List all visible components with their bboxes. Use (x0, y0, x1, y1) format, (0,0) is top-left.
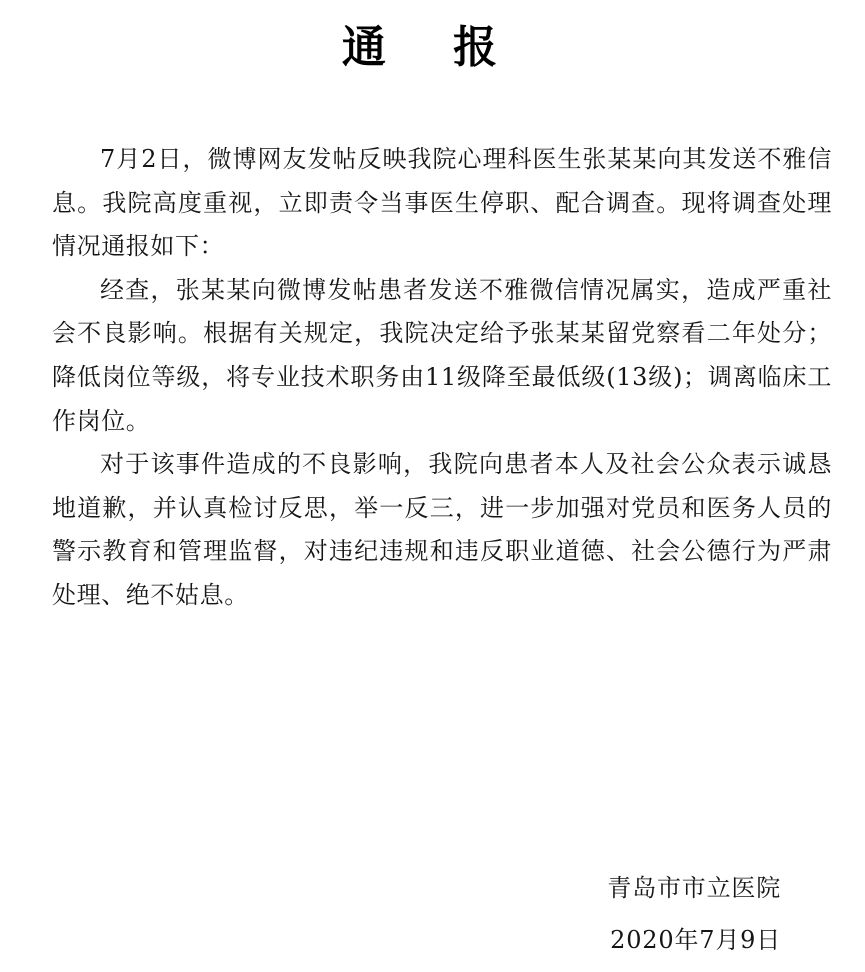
signature-date: 2020年7月9日 (610, 926, 781, 954)
document-body (52, 138, 832, 618)
paragraph-incident: 7月2日，微博网友发帖反映我院心理科医生张某某向其发送不雅信息。我院高度重视，立即责令当事医生停职、配合调查。现将调查处理情况通报如下： (52, 145, 832, 261)
paragraph-findings: 经查，张某某向微博发帖患者发送不雅微信情况属实，造成严重社会不良影响。根据有关规定，我院决定给予张某某留党察看二年处分；降低岗位等级，将专业技术职务由11级降至最低级(13级)；调离临床工作岗位。 (52, 275, 832, 435)
signature-block (607, 862, 781, 966)
paragraph-apology: 对于该事件造成的不良影响，我院向患者本人及社会公众表示诚恳地道歉，并认真检讨反思，举一反三，进一步加强对党员和医务人员的警示教育和管理监督，对违纪违规和违反职业道德、社会公德行为严肃处理、绝不姑息。 (52, 450, 832, 609)
document-title: 通 报 (341, 22, 524, 73)
signature-organization: 青岛市市立医院 (607, 874, 781, 902)
